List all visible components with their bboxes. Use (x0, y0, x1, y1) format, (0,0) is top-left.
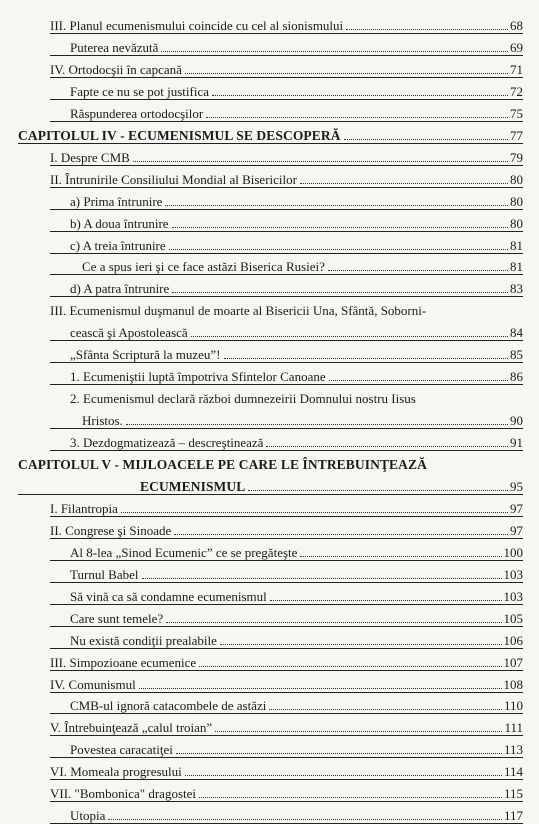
dot-leader (185, 775, 502, 776)
toc-line (70, 605, 523, 627)
toc-entry-page: 108 (503, 676, 523, 692)
toc-entry[interactable] (0, 780, 539, 802)
toc-entry[interactable] (0, 605, 539, 627)
dot-leader (266, 446, 508, 447)
toc-entry-title: Al 8-lea „Sinod Ecumenic” ce se pregăteşte (70, 544, 298, 560)
dot-leader (133, 161, 508, 162)
toc-entry[interactable] (0, 451, 539, 473)
toc-entry[interactable] (0, 34, 539, 56)
toc-entry[interactable] (0, 692, 539, 714)
toc-entry-page: 91 (510, 435, 523, 451)
toc-line (50, 144, 523, 166)
toc-entry-title: III. Ecumenismul duşmanul de moarte al Bisericii Una, Sfântă, Soborni- (50, 303, 427, 319)
toc-entry-title: IV. Ortodocşii în capcană (50, 61, 182, 77)
dot-leader (269, 709, 502, 710)
toc-entry[interactable] (0, 649, 539, 671)
toc-line (50, 671, 523, 693)
toc-line (70, 736, 523, 758)
toc-entry-page: 114 (503, 764, 523, 780)
toc-line (82, 253, 523, 275)
toc-line (70, 627, 523, 649)
toc-entry[interactable] (0, 561, 539, 583)
toc-entry-title: c) A treia întrunire (70, 237, 166, 253)
toc-entry[interactable] (0, 517, 539, 539)
toc-line (70, 232, 523, 254)
toc-line (70, 34, 523, 56)
toc-entry-page: 79 (510, 149, 523, 165)
dot-leader (172, 227, 508, 228)
toc-line (70, 583, 523, 605)
toc-entry-title: 3. Dezdogmatizează – descreştinează (70, 435, 264, 451)
toc-line (70, 385, 523, 407)
toc-line (70, 429, 523, 451)
toc-entry-title: Ce a spus ieri şi ce face astăzi Biserica Rusiei? (82, 259, 325, 275)
dot-leader (139, 688, 502, 689)
toc-entry-page: 77 (510, 127, 523, 143)
toc-entry[interactable] (0, 363, 539, 385)
toc-entry[interactable] (0, 188, 539, 210)
toc-line (70, 210, 523, 232)
toc-entry-page: 105 (503, 610, 523, 626)
toc-entry[interactable] (0, 802, 539, 824)
dot-leader (329, 380, 508, 381)
toc-entry-page: 71 (510, 61, 523, 77)
dot-leader (172, 292, 508, 293)
toc-entry[interactable] (0, 253, 539, 275)
toc-entry-page: 81 (510, 237, 523, 253)
dot-leader (220, 644, 502, 645)
toc-entry-page: 97 (510, 500, 523, 516)
dot-leader (199, 797, 502, 798)
dot-leader (270, 600, 502, 601)
toc-line (70, 275, 523, 297)
dot-leader (126, 424, 508, 425)
toc-line (70, 78, 523, 100)
toc-line (70, 363, 523, 385)
toc-entry-title: VI. Momeala progresului (50, 764, 182, 780)
toc-entry-title: 2. Ecumenismul declară război dumnezeirii Domnului nostru Iisus (70, 391, 416, 407)
toc-entry[interactable] (0, 100, 539, 122)
toc-entry-title: CAPITOLUL V - MIJLOACELE PE CARE LE ÎNTREBUINŢEAZĂ (18, 457, 427, 472)
toc-entry[interactable] (0, 736, 539, 758)
toc-entry-title: „Sfânta Scriptură la muzeu”! (70, 347, 221, 363)
toc-entry-title: a) Prima întrunire (70, 193, 163, 209)
toc-entry-title: 1. Ecumeniştii luptă împotriva Sfintelor Canoane (70, 369, 326, 385)
dot-leader (121, 512, 508, 513)
toc-entry-title: Fapte ce nu se pot justifica (70, 83, 209, 99)
toc-entry-title: Puterea nevăzută (70, 39, 159, 55)
toc-entry-page: 97 (510, 522, 523, 538)
dot-leader (344, 139, 508, 140)
toc-entry[interactable] (0, 758, 539, 780)
toc-entry-page: 80 (510, 193, 523, 209)
toc-entry[interactable] (0, 429, 539, 451)
dot-leader (169, 249, 508, 250)
toc-line (50, 780, 523, 802)
toc-entry-title: I. Filantropia (50, 500, 118, 516)
toc-entry-page: 80 (510, 215, 523, 231)
toc-entry-page: 85 (510, 347, 523, 363)
toc-entry-title: d) A patra întrunire (70, 281, 170, 297)
dot-leader (212, 95, 508, 96)
toc-entry-page: 68 (510, 18, 523, 33)
toc-entry[interactable] (0, 407, 539, 429)
toc-entry[interactable] (0, 671, 539, 693)
dot-leader (142, 578, 502, 579)
toc-entry[interactable] (0, 341, 539, 363)
toc-line (50, 12, 523, 34)
dot-leader (161, 51, 508, 52)
toc-entry-title: III. Simpozioane ecumenice (50, 654, 197, 670)
toc-entry[interactable] (0, 495, 539, 517)
toc-line (70, 802, 523, 824)
toc-entry-page: 86 (510, 369, 523, 385)
dot-leader (248, 490, 508, 491)
toc-entry[interactable] (0, 210, 539, 232)
toc-entry-title: Povestea caracatiţei (70, 742, 173, 758)
toc-entry-title: Răspunderea ortodocşilor (70, 105, 204, 121)
toc-entry-page: 106 (503, 632, 523, 648)
toc-line (70, 319, 523, 341)
toc-entry[interactable] (0, 78, 539, 100)
toc-entry[interactable] (0, 144, 539, 166)
toc-entry-page: 90 (510, 413, 523, 429)
toc-entry[interactable] (0, 385, 539, 407)
toc-entry-title: CAPITOLUL IV - ECUMENISMUL SE DESCOPERĂ (18, 127, 341, 143)
toc-line (50, 758, 523, 780)
toc-entry-title: Nu există condiţii prealabile (70, 632, 217, 648)
toc-entry-title: I. Despre CMB (50, 149, 130, 165)
toc-entry-title: ECUMENISMUL (140, 478, 246, 494)
toc-line (70, 692, 523, 714)
toc-line (140, 473, 523, 495)
dot-leader (199, 666, 501, 667)
dot-leader (108, 819, 502, 820)
toc-line (70, 539, 523, 561)
dot-leader (215, 731, 502, 732)
toc-entry-page: 69 (510, 39, 523, 55)
toc-entry-page: 113 (503, 742, 523, 758)
toc-entry-title: Care sunt temele? (70, 610, 164, 626)
toc-entry[interactable] (0, 319, 539, 341)
toc-entry-page: 75 (510, 105, 523, 121)
toc-entry[interactable] (0, 12, 539, 34)
toc-line (70, 561, 523, 583)
toc-entry-title: V. Întrebuinţează „calul troian” (50, 720, 213, 736)
toc-line (50, 517, 523, 539)
toc-entry-title: CMB-ul ignoră catacombele de astăzi (70, 698, 267, 714)
toc-line (50, 649, 523, 671)
toc-line (70, 341, 523, 363)
dot-leader (176, 753, 502, 754)
toc-entry-page: 80 (510, 171, 523, 187)
toc-entry-page: 115 (503, 786, 523, 802)
toc-entry[interactable] (0, 627, 539, 649)
toc-entry[interactable] (0, 166, 539, 188)
dot-leader (224, 358, 508, 359)
toc-entry-title: II. Întrunirile Consiliului Mondial al Bisericilor (50, 171, 297, 187)
toc-line (70, 188, 523, 210)
toc-entry[interactable] (0, 275, 539, 297)
dot-leader (191, 336, 508, 337)
toc-entry-page: 95 (510, 478, 523, 494)
toc-line (50, 495, 523, 517)
toc-entry[interactable] (0, 473, 539, 495)
toc-entry-page: 117 (503, 808, 523, 824)
toc-entry-title: cească şi Apostolească (70, 325, 188, 341)
toc-line (50, 166, 523, 188)
toc-entry-page: 110 (503, 698, 523, 714)
toc-entry-title: Utopia (70, 808, 106, 824)
dot-leader (300, 556, 501, 557)
dot-leader (174, 534, 508, 535)
toc-entry-page: 103 (503, 566, 523, 582)
toc-line (70, 100, 523, 122)
toc-entry-page: 83 (510, 281, 523, 297)
toc-entry-title: Turnul Babel (70, 566, 139, 582)
toc-entry[interactable] (0, 583, 539, 605)
dot-leader (346, 29, 508, 30)
dot-leader (185, 73, 508, 74)
toc-entry[interactable] (0, 714, 539, 736)
toc-line (18, 451, 523, 473)
toc-line (18, 122, 523, 144)
toc-entry[interactable] (0, 539, 539, 561)
toc-line (50, 714, 523, 736)
toc-entry[interactable] (0, 297, 539, 319)
toc-line (82, 407, 523, 429)
toc-line (50, 56, 523, 78)
toc-entry[interactable] (0, 122, 539, 144)
toc-entry-title: IV. Comunismul (50, 676, 136, 692)
toc-entry-title: II. Congrese şi Sinoade (50, 522, 172, 538)
toc-entry-page: 107 (503, 654, 523, 670)
dot-leader (165, 205, 508, 206)
toc-entry-title: b) A doua întrunire (70, 215, 169, 231)
toc-entry-title: III. Planul ecumenismului coincide cu cel al sionismului (50, 18, 344, 33)
toc-entry[interactable] (0, 56, 539, 78)
toc-entry-page: 111 (504, 720, 523, 736)
toc-entry-page: 84 (510, 325, 523, 341)
dot-leader (166, 622, 501, 623)
toc-entry[interactable] (0, 232, 539, 254)
toc-entry-title: Să vină ca să condamne ecumenismul (70, 588, 267, 604)
toc-entry-page: 100 (503, 544, 523, 560)
toc-entry-title: VII. "Bombonica" dragostei (50, 786, 196, 802)
toc-entry-page: 103 (503, 588, 523, 604)
toc-entry-title: Hristos. (82, 413, 123, 429)
toc-entry-page: 81 (510, 259, 523, 275)
dot-leader (206, 117, 508, 118)
toc-entry-page: 72 (510, 83, 523, 99)
toc-line (50, 297, 523, 319)
dot-leader (300, 183, 508, 184)
dot-leader (328, 270, 508, 271)
